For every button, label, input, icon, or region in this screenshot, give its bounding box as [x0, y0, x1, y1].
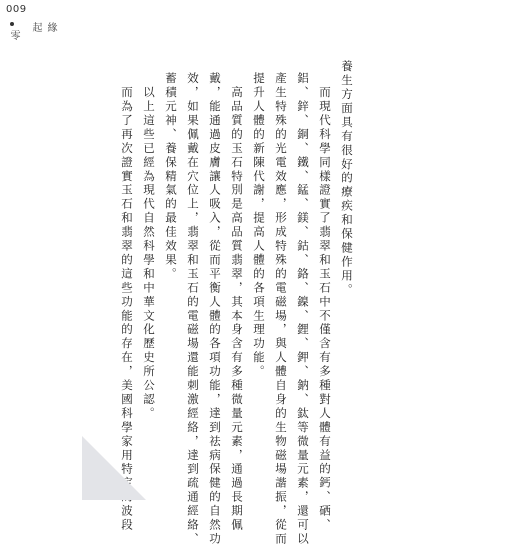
text-column-11: 而為了再次證實玉石和翡翠的這些功能的存在，美國科學家用特定的波段 — [120, 72, 134, 533]
header-bullet — [10, 22, 14, 26]
chapter-label: 零 — [8, 30, 19, 41]
text-column-7: 戴，能通過皮膚讓人吸入，從而平衡人體的各項功能，達到祛病保健的自然功 — [208, 72, 222, 546]
text-column-10: 以上這些已經為現代自然科學和中華文化歷史所公認。 — [142, 72, 156, 421]
text-column-5: 提升人體的新陳代謝，提高人體的各項生理功能。 — [252, 72, 266, 379]
text-column-8: 效，如果佩戴在穴位上，翡翠和玉石的電磁場還能刺激經絡，達到疏通經絡、 — [186, 72, 200, 546]
text-column-4: 產生特殊的光電效應，形成特殊的電磁場，與人體自身的生物磁場諧振，從而 — [274, 72, 288, 546]
text-column-6: 高品質的玉石特別是高品質翡翠，其本身含有多種微量元素，通過長期佩 — [230, 72, 244, 533]
page-number: 009 — [6, 4, 27, 15]
section-label: 緣起 — [30, 22, 56, 36]
text-column-9: 蓄積元神、養保精氣的最佳效果。 — [164, 72, 178, 282]
text-column-3: 鋁、鋅、銅、鐵、錳、鎂、鈷、鉻、鎳、鋰、鉀、鈉、鈦等微量元素，還可以 — [296, 72, 310, 546]
text-column-1: 養生方面具有很好的療疾和保健作用。 — [340, 60, 354, 298]
page-corner-decoration — [82, 436, 146, 500]
text-column-2: 而現代科學同樣證實了翡翠和玉石中不僅含有多種對人體有益的鈣、硒、 — [318, 72, 332, 533]
